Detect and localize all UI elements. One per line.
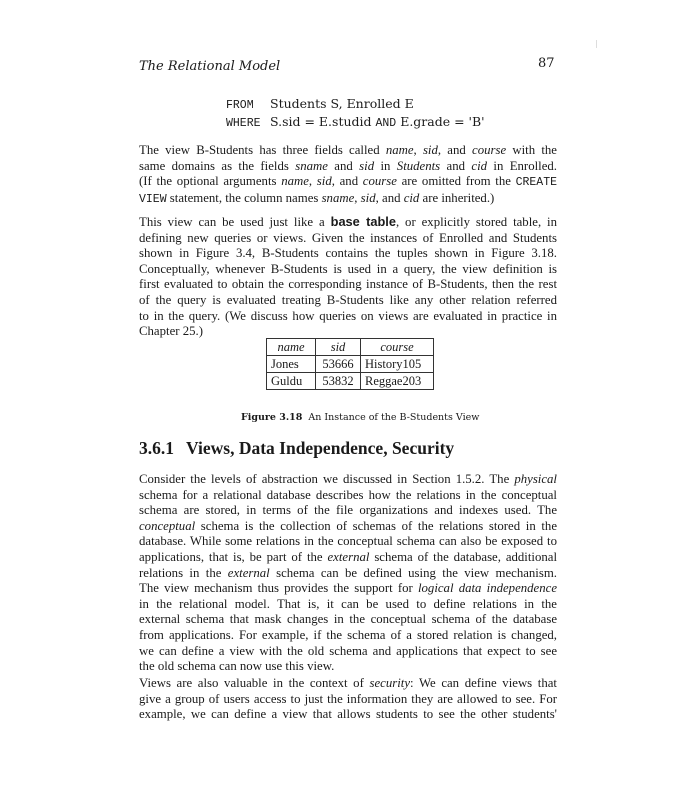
paragraph-security: Views are also valuable in the context of security: We can define views that give a group of users access to just the information they are allowed to see. For example, we can define a view that allows students to see the other students' [139, 676, 557, 722]
sql-text: S.sid = E.studid [270, 114, 376, 129]
section-number: 3.6.1 [139, 438, 174, 458]
table-cell: Guldu [267, 373, 316, 390]
paragraph-view-fields: The view B-Students has three fields called name, sid, and course with the same domains as the fields sname and sid in Students and cid in Enrolled. (If the optional arguments name, sid, and course are omitted from the CREATE VIEW statement, the column names sname, sid, and cid are inherited.) [139, 143, 558, 206]
table-header-row [267, 339, 434, 356]
figure-label: Figure 3.18 [241, 412, 303, 423]
section-heading [139, 438, 454, 459]
figure-caption [241, 412, 479, 423]
table-cell: 53832 [316, 373, 361, 390]
table-cell: History105 [361, 356, 434, 373]
table-row [267, 373, 434, 390]
column-header: sid [316, 339, 361, 356]
sql-where-line [226, 114, 485, 132]
sql-and-keyword: AND [375, 117, 397, 130]
figure-caption-text: An Instance of the B-Students View [308, 412, 480, 423]
sql-text: E.grade = 'B' [396, 114, 485, 129]
column-header: course [361, 339, 434, 356]
table-cell: 53666 [316, 356, 361, 373]
section-title: Views, Data Independence, Security [186, 438, 455, 458]
sql-text: Students S, Enrolled E [270, 96, 414, 111]
table-row [267, 356, 434, 373]
table-cell: Reggae203 [361, 373, 434, 390]
running-title: The Relational Model [139, 59, 281, 74]
column-header: name [267, 339, 316, 356]
sql-keyword: FROM [226, 99, 254, 112]
sql-from-line [226, 96, 485, 114]
page-number: 87 [538, 56, 555, 71]
table-cell: Jones [267, 356, 316, 373]
sql-query [226, 96, 485, 132]
paragraph-abstraction: Consider the levels of abstraction we discussed in Section 1.5.2. The physical schema for a relational database describes how the relations in the conceptual schema are stored, in terms of the file organizations and indexes used. The conceptual schema is the collection of schemas of the relations stored in the database. While some relations in the conceptual schema can also be exposed to applications, that is, be part of the external schema of the database, additional relations in the external schema can be defined using the view mechanism. The view mechanism thus provides the support for logical data independence in the relational model. That is, it can be used to define relations in the external schema that mask changes in the conceptual schema of the database from applications. For example, if the schema of a stored relation is changed, we can define a view with the old schema and applications that expect to see the old schema can now use this view. [139, 472, 558, 674]
sql-keyword: WHERE [226, 117, 261, 130]
paragraph-base-table: This view can be used just like a base table, or explicitly stored table, in defining new queries or views. Given the instances of Enrolled and Students shown in Figure 3.4, B-Students contains the tuples shown in Figure 3.18. Conceptually, whenever B-Students is used in a query, the view definition is first evaluated to obtain the corresponding instance of B-Students, then the rest of the query is evaluated treating B-Students like any other relation referred to in the query. (We discuss how queries on views are evaluated in practice in Chapter 25.) [139, 214, 558, 339]
margin-mark [596, 40, 597, 48]
b-students-table [266, 338, 434, 390]
